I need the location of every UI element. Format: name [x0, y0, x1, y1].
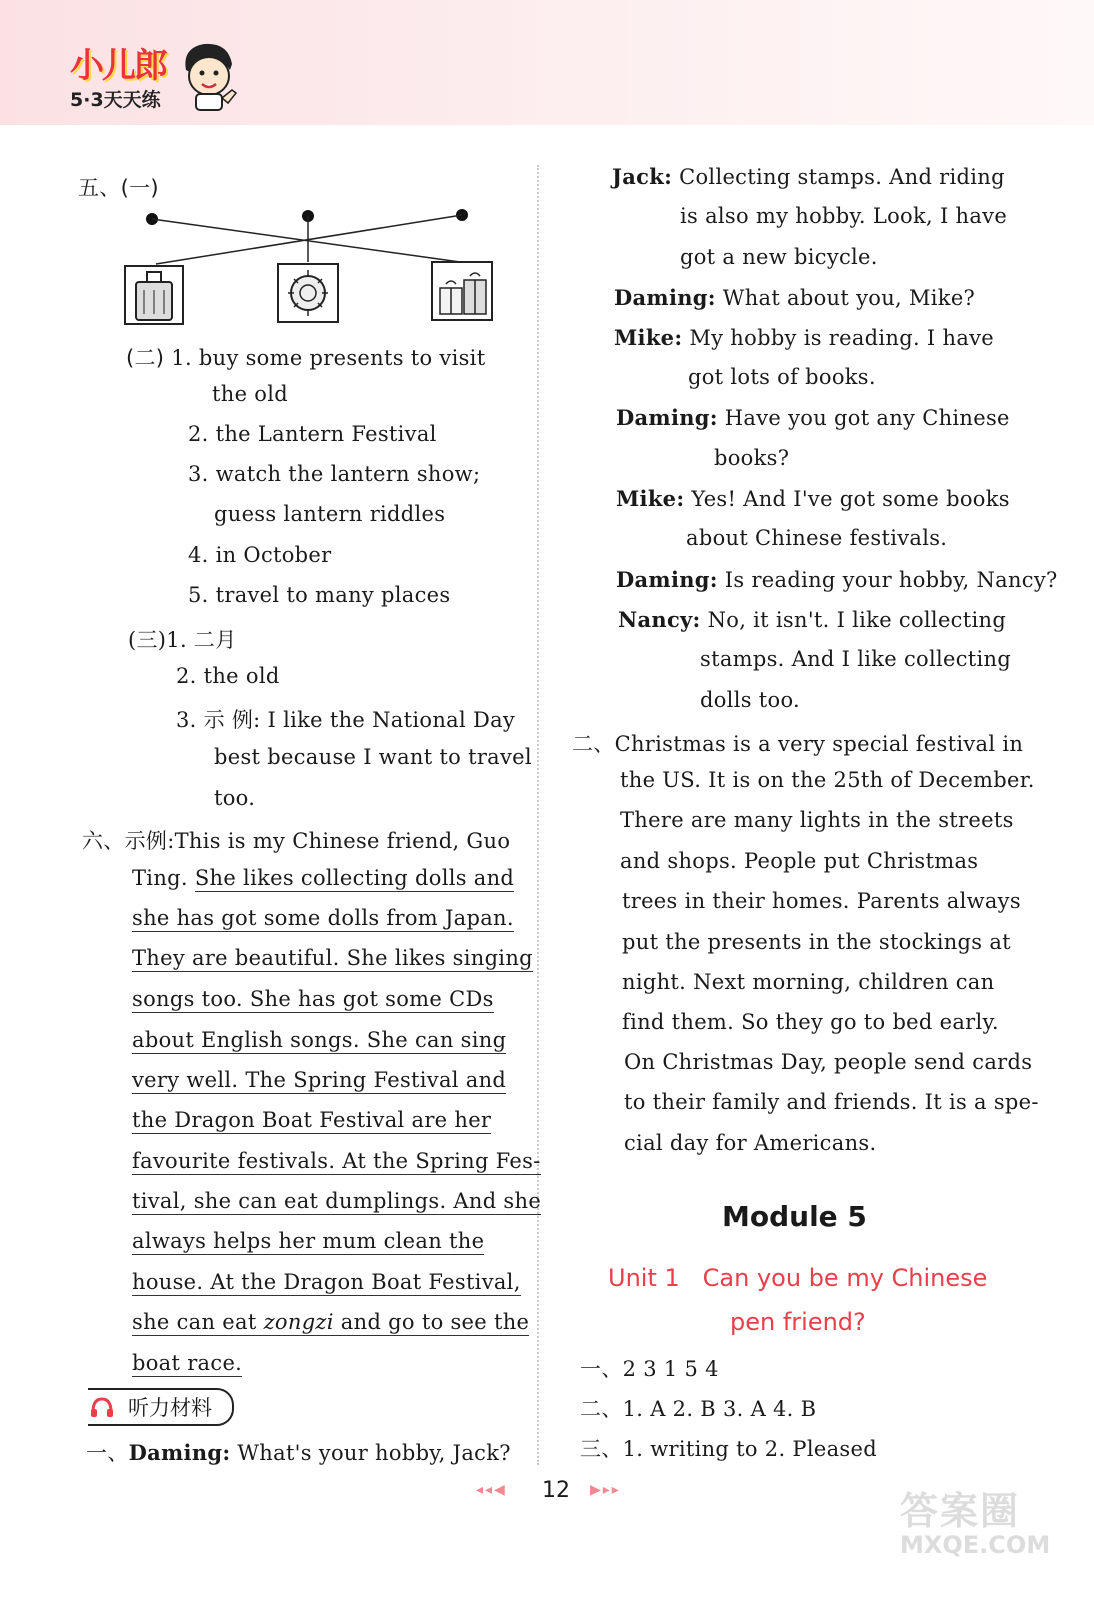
- dialogue-line: Mike: My hobby is reading. I have: [614, 325, 995, 350]
- essay-line: about English songs. She can sing: [132, 1028, 507, 1052]
- passage-line: put the presents in the stockings at: [622, 930, 1011, 954]
- essay-line: boat race.: [132, 1351, 243, 1375]
- s5-2-item-3: 3. watch the lantern show;: [188, 462, 481, 486]
- prev-arrows-icon: ◂◂◀: [476, 1482, 507, 1498]
- listening-line-1: 一、Daming: What's your hobby, Jack?: [86, 1440, 511, 1465]
- gifts-icon: [432, 262, 492, 320]
- dialogue-line: Daming: Is reading your hobby, Nancy?: [616, 567, 1058, 592]
- essay-line: very well. The Spring Festival and: [132, 1068, 507, 1092]
- answer-line: 二、1. A 2. B 3. A 4. B: [580, 1397, 817, 1421]
- dialogue-line: about Chinese festivals.: [686, 526, 948, 550]
- passage-line: find them. So they go to bed early.: [622, 1010, 999, 1034]
- watermark: 答案圈 MXQE.COM: [900, 1489, 1051, 1559]
- s5-2-label: (二) 1. buy some presents to visit: [126, 346, 486, 370]
- s5-3-item-2: 2. the old: [176, 664, 280, 688]
- dialogue-line: Mike: Yes! And I've got some books: [616, 486, 1010, 511]
- headphone-icon: [90, 1396, 114, 1418]
- s5-2-item-5: 5. travel to many places: [188, 583, 451, 607]
- dialogue-line: stamps. And I like collecting: [700, 647, 1012, 671]
- s5-2-item-3-cont: guess lantern riddles: [214, 502, 446, 526]
- mascot-boy-icon: [178, 40, 240, 112]
- s5-3-item-3: 3. 示 例: I like the National Day: [176, 708, 516, 732]
- dialogue-line: Daming: What about you, Mike?: [614, 285, 976, 310]
- suitcase-icon: [125, 266, 183, 324]
- logo-subtitle: 5·3天天练: [70, 89, 161, 111]
- passage-line: to their family and friends. It is a spe-: [624, 1090, 1039, 1114]
- section-5-heading: 五、(一): [78, 176, 159, 200]
- passage-line: and shops. People put Christmas: [620, 849, 979, 873]
- s5-3-item-3-end: too.: [214, 786, 256, 810]
- essay-line: she has got some dolls from Japan.: [132, 906, 514, 930]
- page-number: 12: [542, 1478, 570, 1503]
- passage-line: cial day for Americans.: [624, 1131, 877, 1155]
- dialogue-line: dolls too.: [700, 688, 801, 712]
- logo-title: 小儿郎: [70, 46, 166, 86]
- answer-line: 三、1. writing to 2. Pleased: [580, 1437, 877, 1461]
- passage-line: trees in their homes. Parents always: [622, 889, 1021, 913]
- dialogue-line: got lots of books.: [688, 365, 876, 389]
- s5-3-item-1: (三)1. 二月: [128, 628, 237, 652]
- essay-line: always helps her mum clean the: [132, 1229, 485, 1253]
- matching-diagram: [120, 200, 500, 330]
- dialogue-line: Jack: Collecting stamps. And riding: [612, 164, 1005, 189]
- essay-line: she can eat zongzi and go to see the: [132, 1310, 530, 1334]
- passage-line: 二、Christmas is a very special festival in: [572, 732, 1024, 756]
- passage-line: the US. It is on the 25th of December.: [620, 768, 1035, 792]
- passage-line: There are many lights in the streets: [620, 808, 1014, 832]
- answer-line: 一、2 3 1 5 4: [580, 1357, 719, 1381]
- column-divider: [537, 165, 539, 1465]
- next-arrows-icon: ▶▸▸: [590, 1482, 621, 1498]
- lantern-icon: [278, 264, 338, 322]
- dialogue-line: is also my hobby. Look, I have: [680, 204, 1008, 228]
- passage-line: On Christmas Day, people send cards: [624, 1050, 1033, 1074]
- dialogue-line: got a new bicycle.: [680, 245, 878, 269]
- module-heading: Module 5: [722, 1200, 867, 1233]
- dialogue-line: Nancy: No, it isn't. I like collecting: [618, 607, 1007, 632]
- essay-line: tival, she can eat dumplings. And she: [132, 1189, 542, 1213]
- unit-heading: Unit 1 Can you be my Chinese: [608, 1264, 988, 1292]
- publisher-logo: [70, 38, 166, 112]
- essay-line: house. At the Dragon Boat Festival,: [132, 1270, 521, 1294]
- dialogue-line: books?: [714, 446, 790, 470]
- s5-2-item-4: 4. in October: [188, 543, 332, 567]
- essay-line: the Dragon Boat Festival are her: [132, 1108, 492, 1132]
- s5-2-1-cont: the old: [212, 382, 288, 406]
- listening-label: 听力材料: [128, 1396, 212, 1420]
- essay-line: songs too. She has got some CDs: [132, 987, 494, 1011]
- section-6-first-line: 六、示例:This is my Chinese friend, Guo: [82, 829, 511, 853]
- s5-2-item-2: 2. the Lantern Festival: [188, 422, 437, 446]
- essay-line: Ting. She likes collecting dolls and: [132, 866, 515, 890]
- dialogue-line: Daming: Have you got any Chinese: [616, 405, 1010, 430]
- unit-heading-cont: pen friend?: [730, 1308, 866, 1336]
- essay-line: favourite festivals. At the Spring Fes-: [132, 1149, 541, 1173]
- s5-3-item-3-cont: best because I want to travel: [214, 745, 532, 769]
- passage-line: night. Next morning, children can: [622, 970, 995, 994]
- essay-line: They are beautiful. She likes singing: [132, 946, 533, 970]
